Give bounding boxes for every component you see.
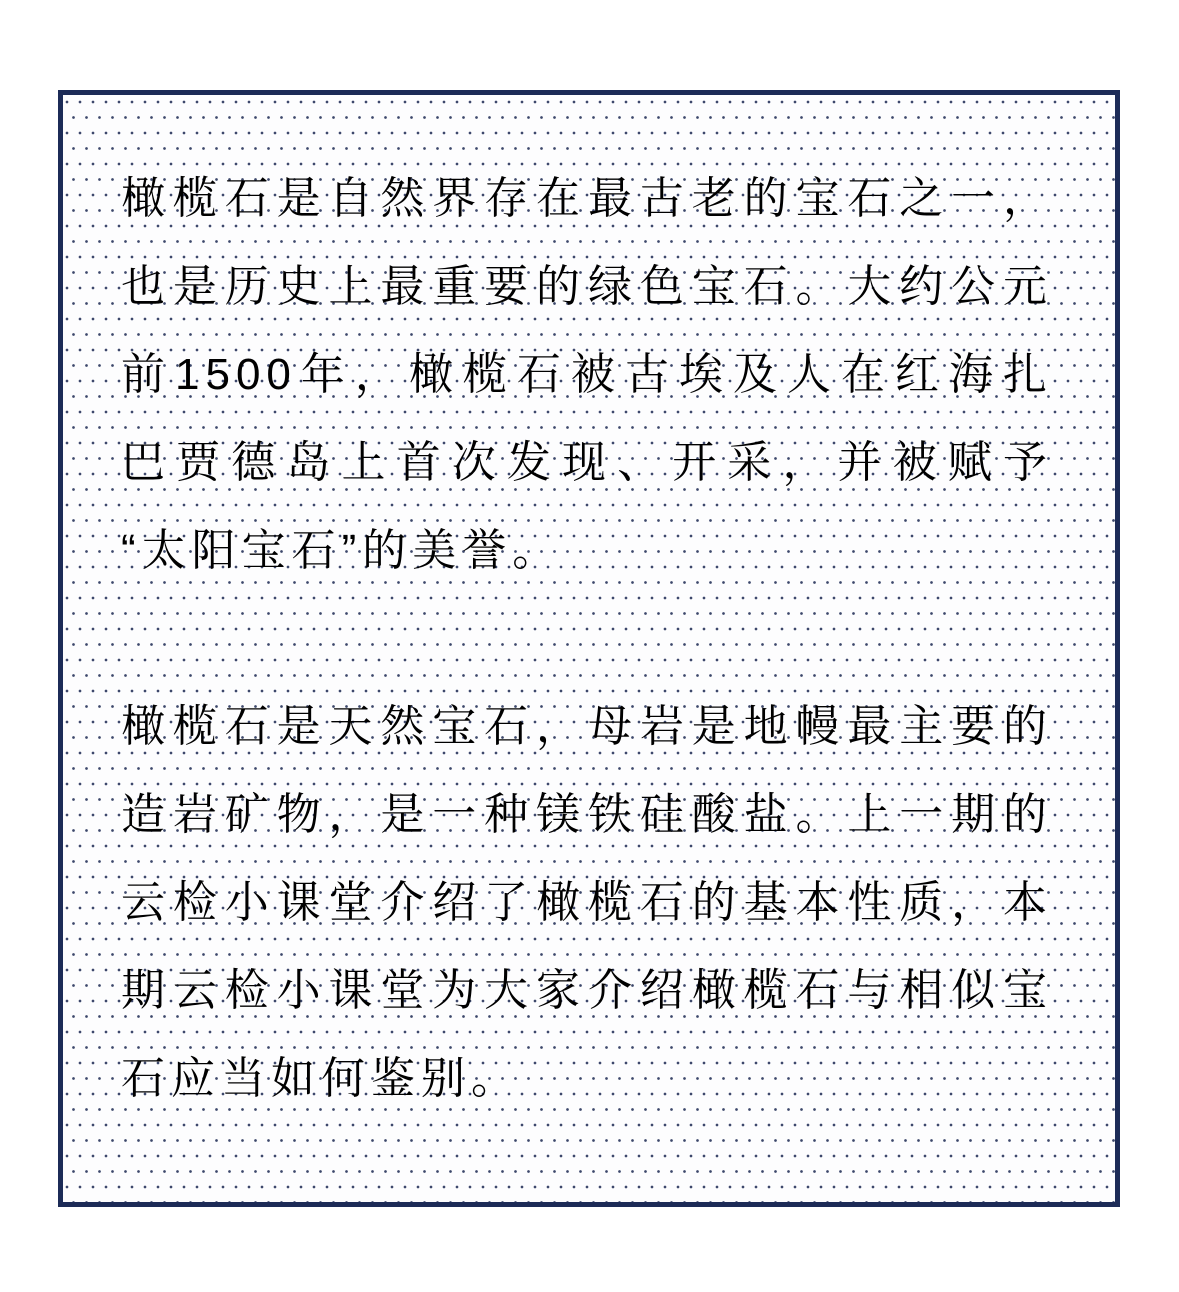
text-line: 橄榄石是天然宝石，母岩是地幔最主要的 [121,702,1053,751]
text-line: 造岩矿物，是一种镁铁硅酸盐。上一期的 [121,790,1053,839]
text-line: 云检小课堂介绍了橄榄石的基本性质，本 [121,878,1053,927]
article-card [58,90,1120,1207]
text-line: 石应当如何鉴别。 [121,1054,521,1103]
text-line: 也是历史上最重要的绿色宝石。大约公元 [121,262,1053,311]
article-text-block [63,95,1115,1123]
paragraph-2 [121,683,1053,1123]
text-line: 前1500年，橄榄石被古埃及人在红海扎 [121,350,1053,399]
text-line: 期云检小课堂为大家介绍橄榄石与相似宝 [121,966,1053,1015]
text-line: 橄榄石是自然界存在最古老的宝石之一， [121,174,1053,223]
text-line: 巴贾德岛上首次发现、开采，并被赋予 [121,438,1053,487]
paragraph-1 [121,155,1053,595]
text-line: “太阳宝石”的美誉。 [121,526,563,575]
